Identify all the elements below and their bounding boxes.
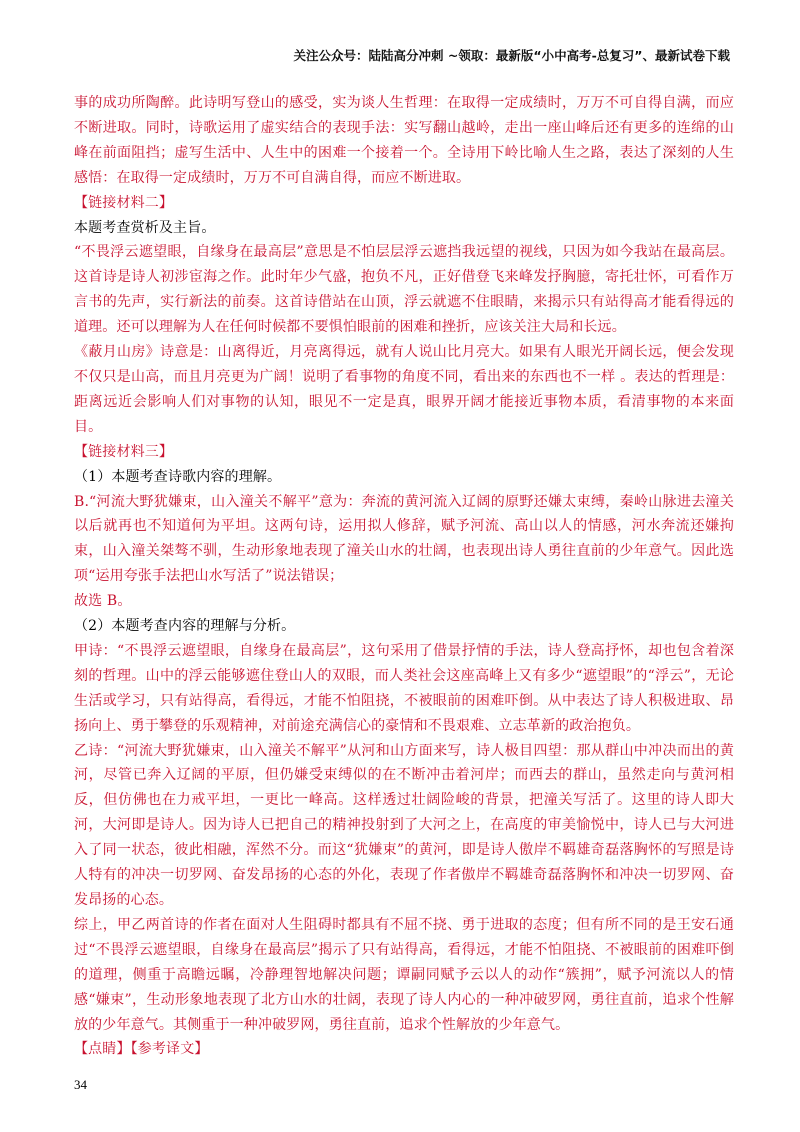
paragraph: “不畏浮云遮望眼，自缘身在最高层”意思是不怕层层浮云遮挡我远望的视线，只因为如今我站在最高层。这首诗是诗人初涉宦海之作。此时年少气盛，抱负不凡，正好借登飞来峰发抒胸臆，寄托壮怀，可看作万言书的先声，实行新法的前奏。这首诗借站在山顶，浮云就遮不住眼睛，来揭示只有站得高才能看得远的道理。还可以理解为人在任何时候都不要惧怕眼前的困难和挫折，应该关注大局和长远。 <box>74 244 734 336</box>
document-body <box>74 91 734 1062</box>
section-heading: 【点睛】【参考译文】 <box>74 1041 209 1058</box>
section-heading: 【链接材料三】 <box>74 443 174 460</box>
paragraph: 故选 B。 <box>74 593 132 610</box>
paragraph: 甲诗：“不畏浮云遮望眼，自缘身在最高层”，这句采用了借景抒情的手法，诗人登高抒怀，却也包含着深刻的哲理。山中的浮云能够遮住登山人的双眼，而人类社会这座高峰上又有多少“遮望眼”的“浮云”，无论生活或学习，只有站得高，看得远，才能不怕阻挠，不被眼前的困难吓倒。从中表达了诗人积极进取、昂扬向上、勇于攀登的乐观精神，对前途充满信心的豪情和不畏艰难、立志革新的政治抱负。 <box>74 642 734 734</box>
paragraph: （1）本题考查诗歌内容的理解。 <box>74 468 282 485</box>
paragraph: （2）本题考查内容的理解与分析。 <box>74 618 296 635</box>
paragraph: 综上，甲乙两首诗的作者在面对人生阻碍时都具有不屈不挠、勇于进取的态度；但有所不同的是王安石通过“不畏浮云遮望眼，自缘身在最高层”揭示了只有站得高，看得远，才能不怕阻挠、不被眼前的困难吓倒的道理，侧重于高瞻远瞩，冷静理智地解决问题；谭嗣同赋予云以人的动作“簇拥”，赋予河流以人的情感“嫌束”，生动形象地表现了北方山水的壮阔，表现了诗人内心的一种冲破罗网，勇往直前，追求个性解放的少年意气。其侧重于一种冲破罗网，勇往直前，追求个性解放的少年意气。 <box>74 916 734 1033</box>
page-number: 34 <box>74 1077 87 1092</box>
page-header: 关注公众号：陆陆高分冲刺 ~领取：最新版“小中高考-总复习”、最新试卷下载 <box>293 48 730 63</box>
paragraph: 《蔽月山房》诗意是：山离得近，月亮离得远，就有人说山比月亮大。如果有人眼光开阔长远，便会发现不仅只是山高，而且月亮更为广阔！说明了看事物的角度不同，看出来的东西也不一样 。表达的哲理是：距离远近会影响人们对事物的认知，眼见不一定是真，眼界开阔才能接近事物本质，看清事物的本来面目。 <box>74 344 734 435</box>
section-heading: 【链接材料二】 <box>74 194 174 211</box>
paragraph: B.“河流大野犹嫌束，山入潼关不解平”意为：奔流的黄河流入辽阔的原野还嫌太束缚，秦岭山脉进去潼关以后就再也不知道何为平坦。这两句诗，运用拟人修辞，赋予河流、高山以人的情感，河水奔流还嫌拘束，山入潼关桀骜不驯，生动形象地表现了潼关山水的壮阔，也表现出诗人勇往直前的少年意气。因此选项“运用夸张手法把山水写活了”说法错误； <box>74 493 734 585</box>
paragraph: 乙诗：“河流大野犹嫌束，山入潼关不解平”从河和山方面来写，诗人极目四望：那从群山中冲决而出的黄河，尽管已奔入辽阔的平原，但仍嫌受束缚似的在不断冲击着河岸；而西去的群山，虽然走向与黄河相反，但仿佛也在力戒平坦，一更比一峰高。这样透过壮阔险峻的背景，把潼关写活了。这里的诗人即大河，大河即是诗人。因为诗人已把自己的精神投射到了大河之上，在高度的审美愉悦中，诗人已与大河进入了同一状态，彼此相融，浑然不分。而这“犹嫌束”的黄河，即是诗人傲岸不羁雄奇磊落胸怀的写照是诗人特有的冲决一切罗网、奋发昂扬的心态的外化，表现了作者傲岸不羁雄奇磊落胸怀和冲决一切罗网、奋发昂扬的心态。 <box>74 742 734 908</box>
paragraph: 事的成功所陶醉。此诗明写登山的感受，实为谈人生哲理：在取得一定成绩时，万万不可自得自满，而应不断进取。同时，诗歌运用了虚实结合的表现手法：实写翻山越岭，走出一座山峰后还有更多的连绵的山峰在前面阻挡；虚写生活中、人生中的困难一个接着一个。全诗用下岭比喻人生之路，表达了深刻的人生感悟：在取得一定成绩时，万万不可自满自得，而应不断进取。 <box>74 95 734 186</box>
paragraph: 本题考查赏析及主旨。 <box>74 219 216 236</box>
